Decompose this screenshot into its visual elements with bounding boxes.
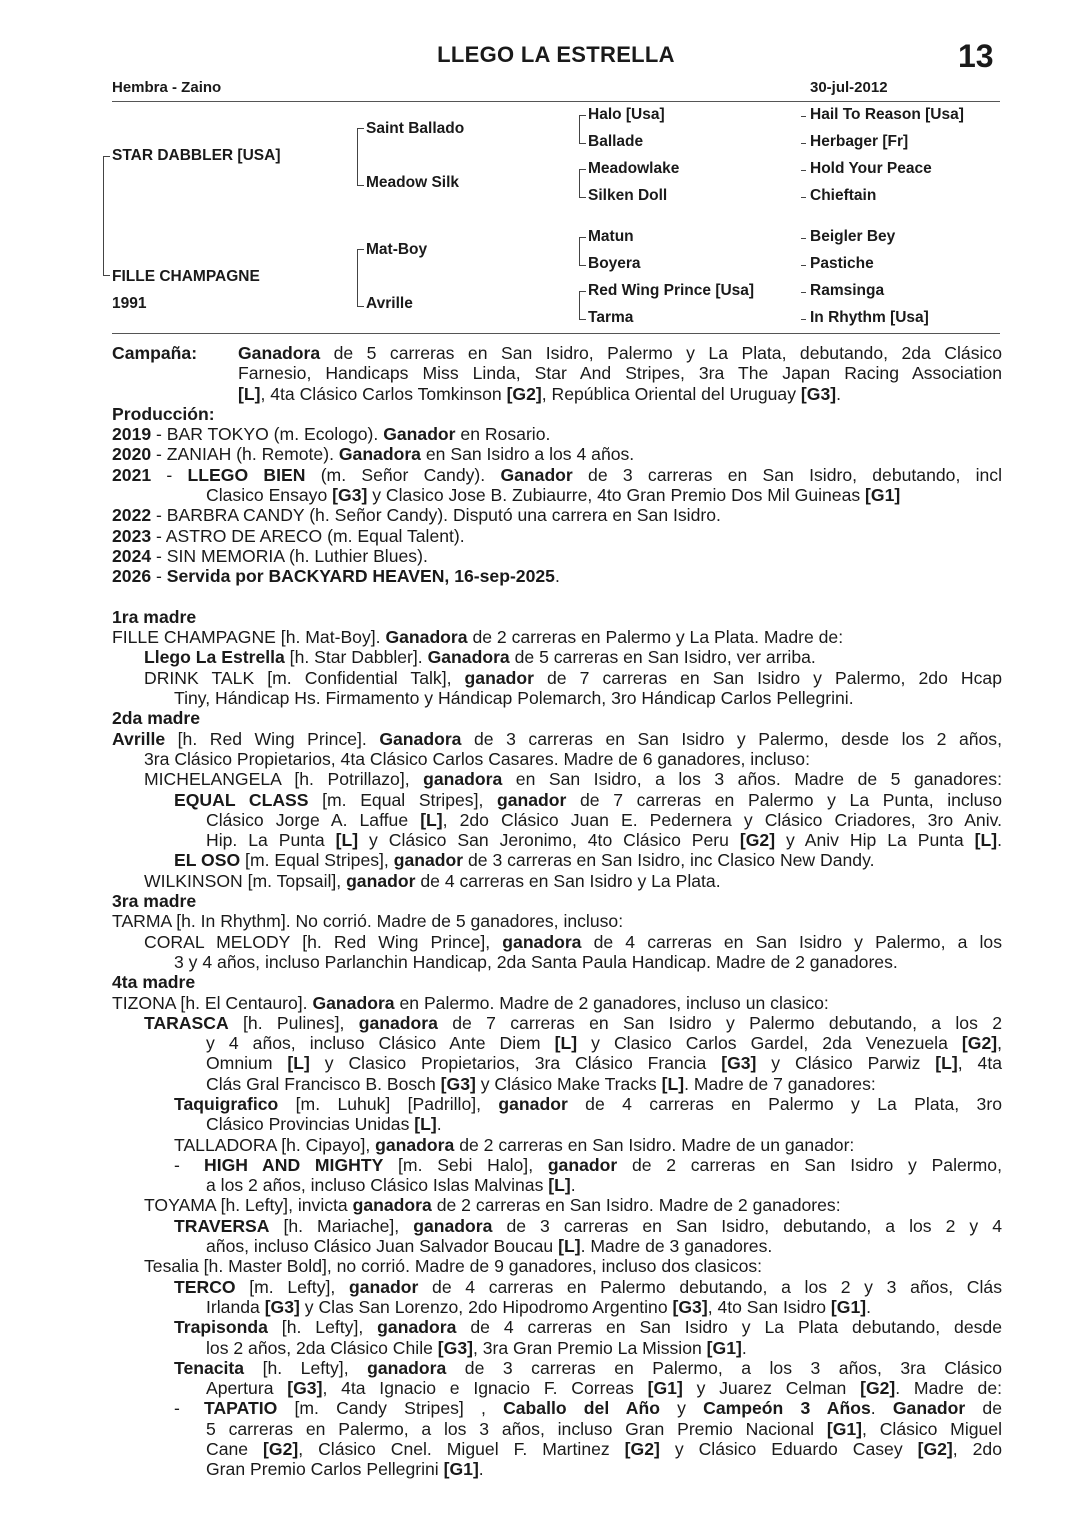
- pedigree-g2-4: Avrille: [366, 295, 413, 312]
- dam-line: Tiny, Hándicap Hs. Firmamento y Hándicap Polemarch, 3ro Hándicap Carlos Pellegrini.: [174, 688, 854, 709]
- dam-line: 3ra Clásico Propietarios, 4ta Clásico Carlos Casares. Madre de 6 ganadores, incluso:: [144, 748, 810, 769]
- dam-line: 3 y 4 años, incluso Parlanchin Handicap, 2da Santa Paula Handicap. Madre de 2 ganadores.: [174, 951, 898, 972]
- pedigree-sire: STAR DABBLER [USA]: [112, 147, 281, 164]
- pedigree-g2-1: Saint Ballado: [366, 120, 465, 137]
- bracket-g3-1: [579, 115, 586, 144]
- birth-date: 30-jul-2012: [810, 79, 888, 96]
- pedigree-g4-6: Pastiche: [810, 255, 874, 272]
- pedigree-g3-5: Matun: [588, 228, 634, 245]
- pedigree-g4-5: Beigler Bey: [810, 228, 896, 245]
- dash-g4-4: [801, 197, 806, 198]
- dam-line: años, incluso Clásico Juan Salvador Boucau [L]. Madre de 3 ganadores.: [206, 1236, 773, 1257]
- section-heading: 2da madre: [112, 708, 201, 729]
- bracket-g3-4: [579, 291, 586, 320]
- bracket-g3-3: [579, 237, 586, 266]
- pedigree-g3-2: Ballade: [588, 133, 644, 150]
- pedigree-g4-4: Chieftain: [810, 187, 877, 204]
- dash-g4-3: [801, 170, 806, 171]
- pedigree-g3-6: Boyera: [588, 255, 641, 272]
- dam-line: Omnium [L] y Clasico Propietarios, 3ra Clásico Francia [G3] y Clásico Parwiz [L], 4ta: [206, 1053, 1003, 1074]
- top-rule: [112, 101, 1000, 102]
- dash-g4-5: [801, 238, 806, 239]
- dam-line: TARMA [h. In Rhythm]. No corrió. Madre de 5 ganadores, incluso:: [112, 911, 624, 932]
- pedigree-dam: FILLE CHAMPAGNE: [112, 268, 260, 285]
- pedigree-g2-3: Mat-Boy: [366, 241, 428, 258]
- dam-line: TRAVERSA [h. Mariache], ganadora de 3 carreras en San Isidro, debutando, a los 2 y 4: [174, 1215, 1002, 1236]
- dam-line: Cane [G2], Clásico Cnel. Miguel F. Martinez [G2] y Clásico Eduardo Casey [G2], 2do: [206, 1439, 1002, 1460]
- dam-line: 5 carreras en Palermo, a los 3 años, incluso Gran Premio Nacional [G1], Clásico Miguel: [206, 1418, 1002, 1439]
- dam-line: TARASCA [h. Pulines], ganadora de 7 carreras en San Isidro y Palermo debutando, a los 2: [144, 1012, 1002, 1033]
- bracket-gen1: [103, 156, 110, 276]
- produce-line: 2021 - LLEGO BIEN (m. Señor Candy). Ganador de 3 carreras en San Isidro, debutando, incl: [112, 464, 1002, 485]
- dash-g4-8: [801, 319, 806, 320]
- dam-line: Trapisonda [h. Lefty], ganadora de 4 carreras en San Isidro y La Plata debutando, desde: [174, 1317, 1002, 1338]
- dam-line: Tenacita [h. Lefty], ganadora de 3 carreras en Palermo, a los 3 años, 3ra Clásico: [174, 1357, 1002, 1378]
- pedigree-g4-7: Ramsinga: [810, 282, 885, 299]
- pedigree-rule: [112, 333, 1000, 334]
- pedigree-g2-2: Meadow Silk: [366, 174, 460, 191]
- pedigree-g3-7: Red Wing Prince [Usa]: [588, 282, 755, 299]
- produce-line: 2019 - BAR TOKYO (m. Ecologo). Ganador en Rosario.: [112, 424, 551, 445]
- section-heading: 3ra madre: [112, 891, 197, 912]
- dam-line: Apertura [G3], 4ta Ignacio e Ignacio F. Correas [G1] y Juarez Celman [G2]. Madre de:: [206, 1378, 1003, 1399]
- campaign-line: [L], 4ta Clásico Carlos Tomkinson [G2], República Oriental del Uruguay [G3].: [238, 383, 841, 404]
- dam-line: a los 2 años, incluso Clásico Islas Malvinas [L].: [206, 1175, 576, 1196]
- campaign-line: Farnesio, Handicaps Miss Linda, Star And Stripes, 3ra The Japan Racing Association: [238, 363, 1002, 384]
- bracket-g2-top: [357, 128, 364, 186]
- dam-line: Irlanda [G3] y Clas San Lorenzo, 2do Hipodromo Argentino [G3], 4to San Isidro [G1].: [206, 1296, 871, 1317]
- dam-line: WILKINSON [m. Topsail], ganador de 4 carreras en San Isidro y La Plata.: [144, 870, 721, 891]
- dam-line: TIZONA [h. El Centauro]. Ganadora en Palermo. Madre de 2 ganadores, incluso un clasico:: [112, 992, 829, 1013]
- pedigree-dam-year: 1991: [112, 295, 147, 312]
- dam-line: Avrille [h. Red Wing Prince]. Ganadora de 3 carreras en San Isidro y Palermo, desde los 2 años,: [112, 728, 1002, 749]
- pedigree-g3-8: Tarma: [588, 309, 634, 326]
- section-heading: 1ra madre: [112, 606, 197, 627]
- bracket-g2-bottom: [357, 249, 364, 307]
- section-heading: 4ta madre: [112, 972, 196, 993]
- bracket-g3-2: [579, 169, 586, 198]
- dash-g4-6: [801, 265, 806, 266]
- dam-line: Llego La Estrella [h. Star Dabbler]. Ganadora de 5 carreras en San Isidro, ver arriba.: [144, 647, 816, 668]
- section-heading: Producción:: [112, 403, 215, 424]
- dam-line: Clásico Provincias Unidas [L].: [206, 1114, 442, 1135]
- produce-line: 2022 - BARBRA CANDY (h. Señor Candy). Disputó una carrera en San Isidro.: [112, 505, 721, 526]
- pedigree-g4-3: Hold Your Peace: [810, 160, 932, 177]
- pedigree-g3-4: Silken Doll: [588, 187, 668, 204]
- dam-line: Hip. La Punta [L] y Clásico San Jeronimo, 4to Clásico Peru [G2] y Aniv Hip La Punta [L].: [206, 830, 1002, 851]
- produce-line: 2020 - ZANIAH (h. Remote). Ganadora en San Isidro a los 4 años.: [112, 444, 635, 465]
- dam-line: Taquigrafico [m. Luhuk] [Padrillo], ganador de 4 carreras en Palermo y La Plata, 3ro: [174, 1093, 1002, 1114]
- dam-line: CORAL MELODY [h. Red Wing Prince], ganadora de 4 carreras en San Isidro y Palermo, a los: [144, 931, 1002, 952]
- dash-g4-7: [801, 292, 806, 293]
- dam-line: - HIGH AND MIGHTY [m. Sebi Halo], ganador de 2 carreras en San Isidro y Palermo,: [174, 1154, 1002, 1175]
- campaign-line: Campaña: Ganadora de 5 carreras en San Isidro, Palermo y La Plata, debutando, 2da Clásico: [112, 343, 1002, 363]
- dam-line: y 4 años, incluso Clásico Ante Diem [L] y Clasico Carlos Gardel, 2da Venezuela [G2],: [206, 1033, 1002, 1054]
- lot-number: 13: [958, 38, 994, 74]
- produce-line: 2026 - Servida por BACKYARD HEAVEN, 16-sep-2025.: [112, 566, 560, 587]
- dam-line: - TAPATIO [m. Candy Stripes] , Caballo del Año y Campeón 3 Años. Ganador de: [174, 1398, 1002, 1419]
- produce-line: 2024 - SIN MEMORIA (h. Luthier Blues).: [112, 545, 428, 566]
- racing-record: [112, 343, 1002, 1480]
- dash-g4-2: [801, 143, 806, 144]
- pedigree-g3-1: Halo [Usa]: [588, 106, 665, 123]
- dam-line: Tesalia [h. Master Bold], no corrió. Madre de 9 ganadores, incluso dos clasicos:: [144, 1256, 763, 1277]
- dam-line: Clásico Jorge A. Laffue [L], 2do Clásico Juan E. Pedernera y Clásico Criadores, 3ro Aniv.: [206, 809, 1003, 830]
- pedigree-g3-3: Meadowlake: [588, 160, 680, 177]
- dam-line: EQUAL CLASS [m. Equal Stripes], ganador de 7 carreras en Palermo y La Punta, incluso: [174, 789, 1002, 810]
- dam-line: DRINK TALK [m. Confidential Talk], ganador de 7 carreras en San Isidro y Palermo, 2do Hcap: [144, 667, 1003, 688]
- sex-color: Hembra - Zaino: [112, 79, 222, 96]
- dam-line: EL OSO [m. Equal Stripes], ganador de 3 carreras en San Isidro, inc Clasico New Dandy.: [174, 850, 875, 871]
- produce-line: Clasico Ensayo [G3] y Clasico Jose B. Zubiaurre, 4to Gran Premio Dos Mil Guineas [G1]: [206, 485, 901, 506]
- pedigree-g4-8: In Rhythm [Usa]: [810, 309, 929, 326]
- produce-line: 2023 - ASTRO DE ARECO (m. Equal Talent).: [112, 525, 465, 546]
- dam-line: Clás Gral Francisco B. Bosch [G3] y Clásico Make Tracks [L]. Madre de 7 ganadores:: [206, 1073, 876, 1094]
- dam-line: TERCO [m. Lefty], ganador de 4 carreras en Palermo debutando, a los 2 y 3 años, Clás: [174, 1276, 1002, 1297]
- dam-line: FILLE CHAMPAGNE [h. Mat-Boy]. Ganadora de 2 carreras en Palermo y La Plata. Madre de:: [112, 627, 844, 648]
- dam-line: Gran Premio Carlos Pellegrini [G1].: [206, 1459, 484, 1480]
- pedigree-g4-2: Herbager [Fr]: [810, 133, 909, 150]
- horse-name: LLEGO LA ESTRELLA: [437, 42, 675, 67]
- dash-g4-1: [801, 116, 806, 117]
- dam-line: los 2 años, 2da Clásico Chile [G3], 3ra Gran Premio La Mission [G1].: [206, 1337, 747, 1358]
- dam-line: TOYAMA [h. Lefty], invicta ganadora de 2 carreras en San Isidro. Madre de 2 ganadores:: [144, 1195, 841, 1216]
- dam-line: MICHELANGELA [h. Potrillazo], ganadora en San Isidro, a los 3 años. Madre de 5 ganadores:: [144, 769, 1002, 790]
- pedigree-g4-1: Hail To Reason [Usa]: [810, 106, 964, 123]
- dam-line: TALLADORA [h. Cipayo], ganadora de 2 carreras en San Isidro. Madre de un ganador:: [174, 1134, 855, 1155]
